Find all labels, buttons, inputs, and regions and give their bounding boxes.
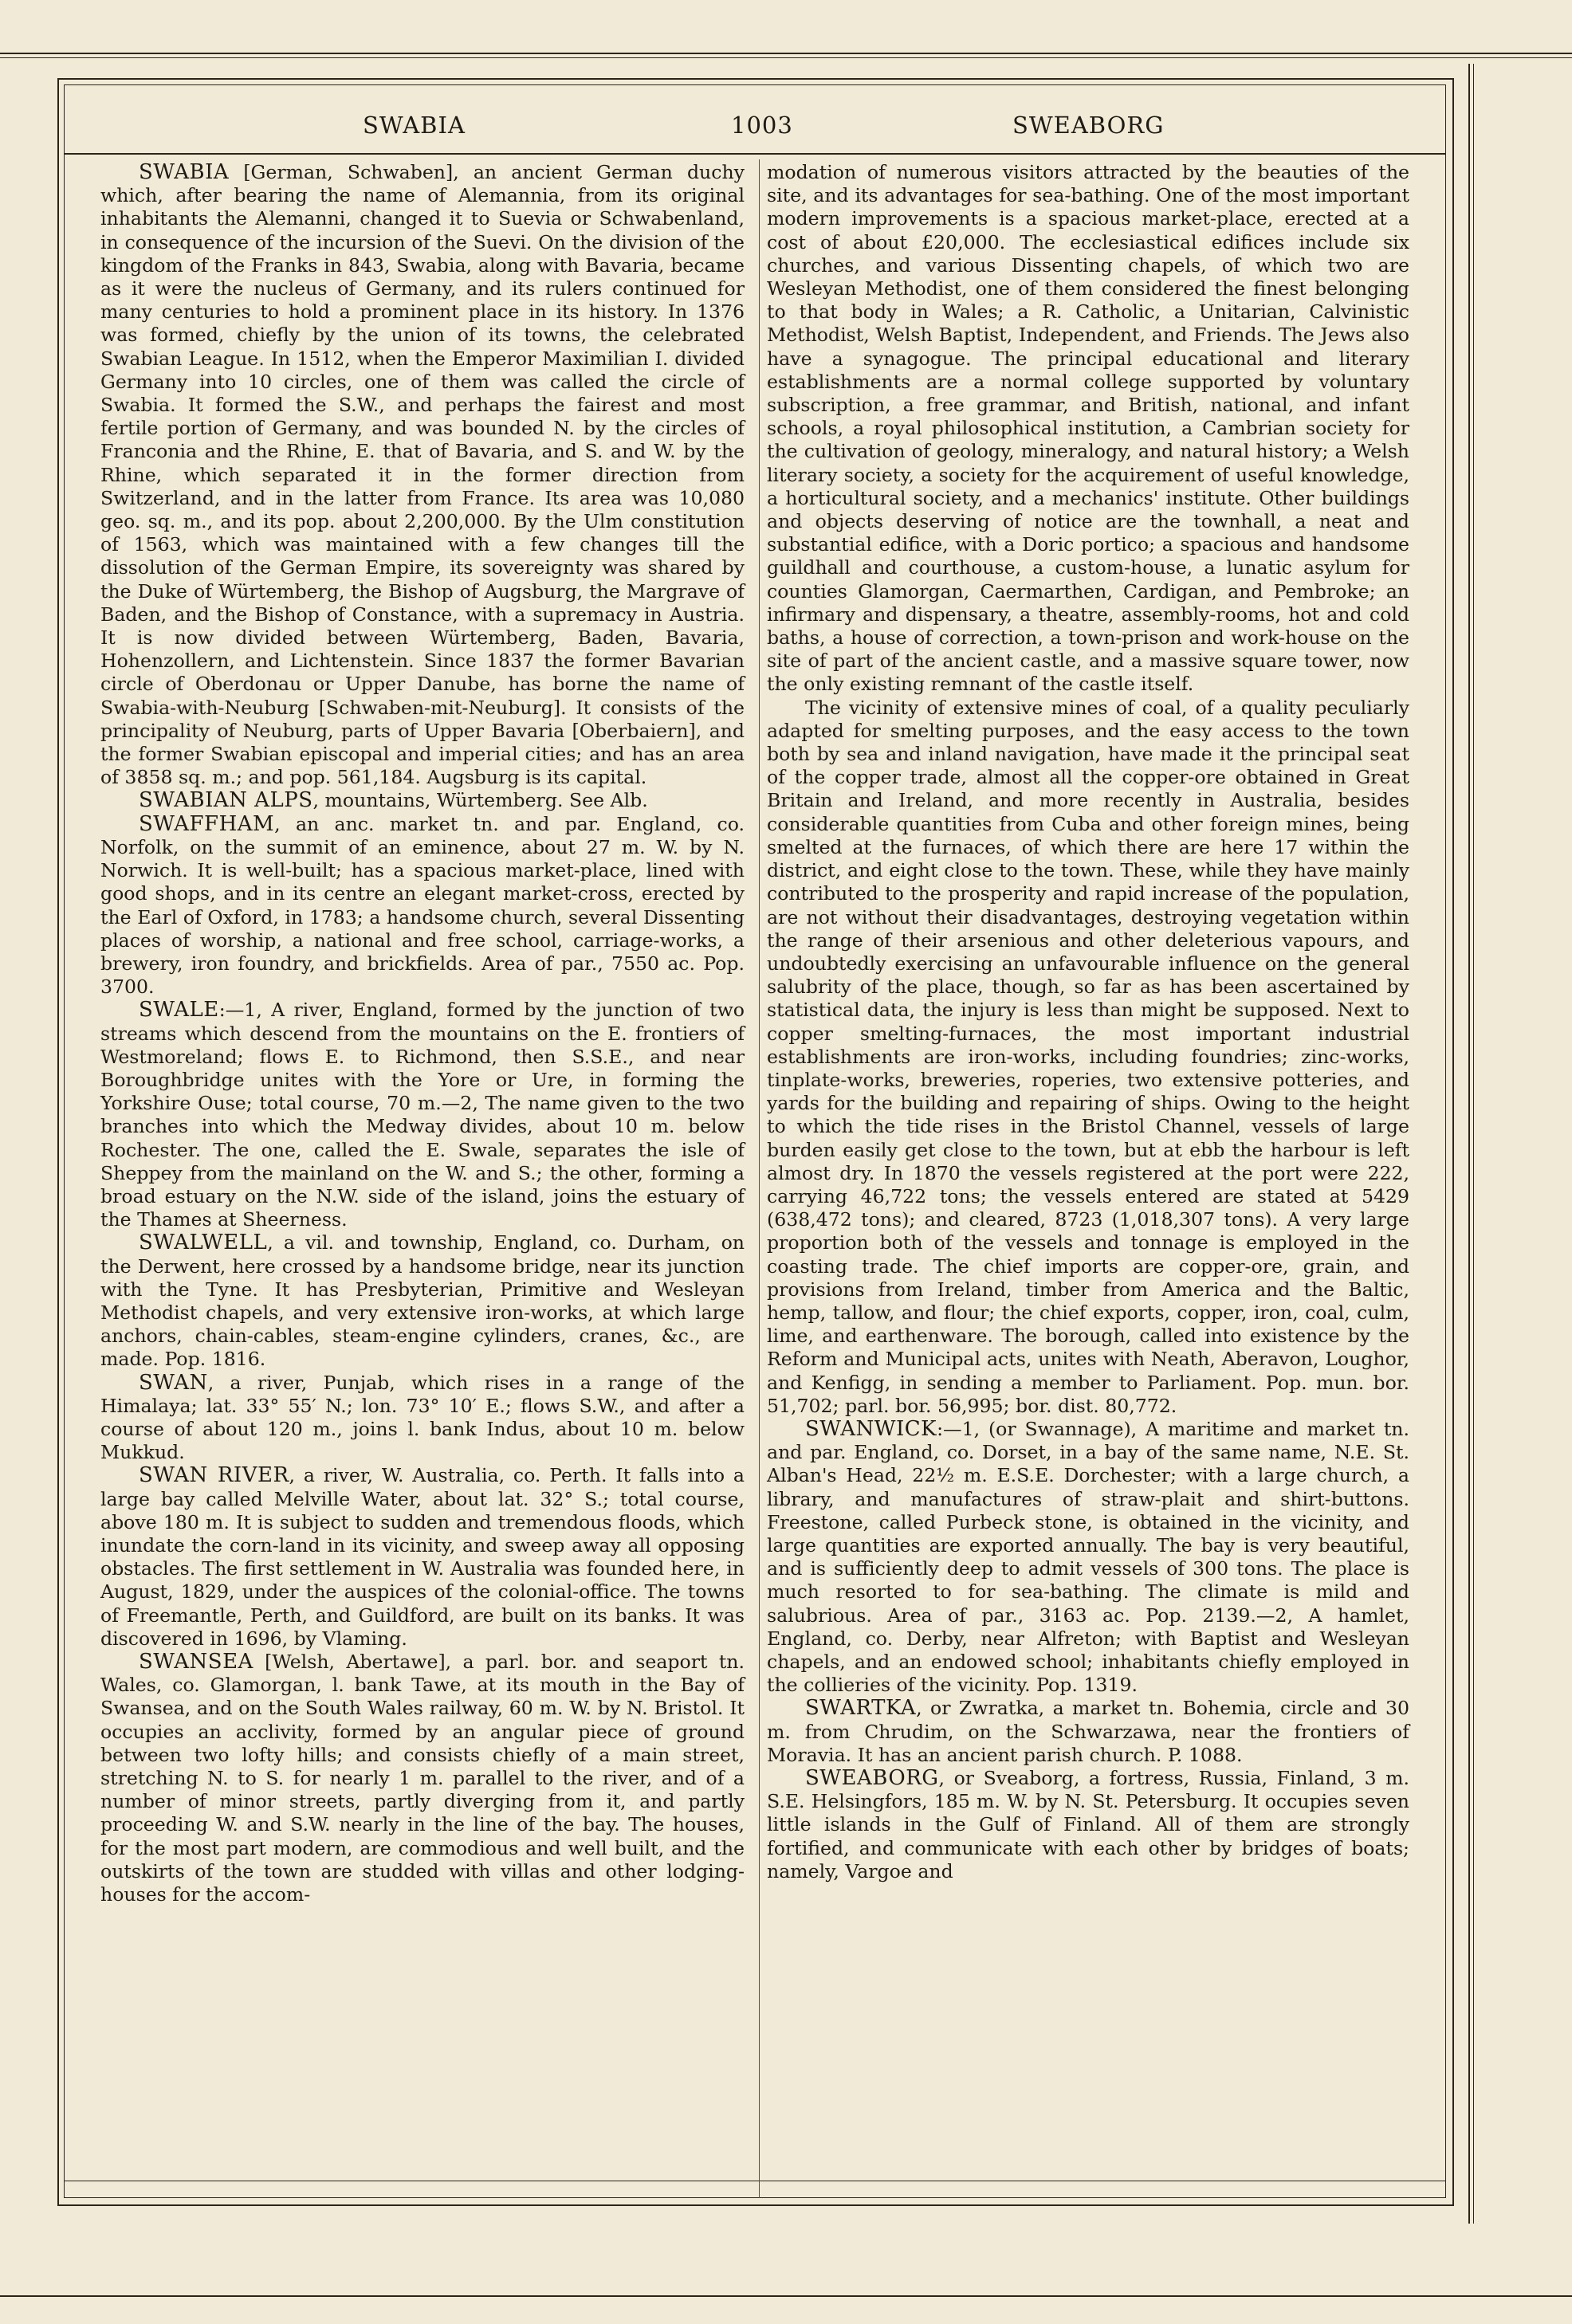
entry-text: [German, Schwaben], an ancient German duchy which, after bearing the name of Alemannia, from its original inhabitants the Alemanni, changed it to Suevia or Schwabenland, in consequence of the incursion of the Suevi. On the division of the kingdom of the Franks in 843, Swabia, along with Bavaria, became as it were the nucleus of Germany, and its rulers continued for many centuries to hold a prominent place in its history. In 1376 was formed, chiefly by the union of its towns, the celebrated Swabian League. In 1512, when the Emperor Maximilian I. divided Germany into 10 circles, one of them was called the circle of Swabia. It formed the S.W., and perhaps the fairest and most fertile portion of Germany, and was bounded N. by the circles of Franconia and the Rhine, E. that of Bavaria, and S. and W. by the Rhine, which separated it in the former direction from Switzerland, and in the latter from France. Its area was 10,080 geo. sq. m., and its pop. about 2,200,000. By the Ulm constitution of 1563, which was maintained with a few changes till the dissolution of the German Empire, its sovereignty was shared by the Duke of Würtemberg, the Bishop of Augsburg, the Margrave of Baden, and the Bishop of Constance, with a supremacy in Austria. It is now divided between Würtemberg, Baden, Bavaria, Hohenzollern, and Lichtenstein. Since 1837 the former Bavarian circle of Oberdonau or Upper Danube, has borne the name of Swabia-with-Neuburg [Schwaben-mit-Neuburg]. It consists of the principality of Neuburg, parts of Upper Bavaria [Oberbaiern], and the former Swabian episcopal and imperial cities; and has an area of 3858 sq. m.; and pop. 561,184. Augsburg is its capital.: [100, 161, 745, 789]
entry-text: , an anc. market tn. and par. England, co. Norfolk, on the summit of an eminence, about 27 m. W. by N. Norwich. It is well-built; has a spacious market-place, lined with good shops, and in its centre an elegant market-cross, erected by the Earl of Oxford, in 1783; a handsome church, several Dissenting places of worship, a national and free school, carriage-works, a brewery, iron foundry, and brickfields. Area of par., 7550 ac. Pop. 3700.: [100, 812, 745, 999]
headword: SWALE: [139, 998, 219, 1023]
headword: SWAFFHAM: [139, 811, 275, 836]
entry-swan-river: [100, 1464, 745, 1651]
headword: SWABIAN ALPS: [139, 788, 313, 813]
right-column: [767, 161, 1409, 1883]
page-number: 1003: [731, 112, 793, 139]
entry-swansea-continued: modation of numerous visitors attracted by the beauties of the site, and its advantages for sea-bathing. One of the most important modern improvements is a spacious market-place, erected at a cost of about £20,000. The ecclesiastical edifices include six churches, and various Dissenting chapels, of which two are Wesleyan Methodist, one of them considered the finest belonging to that body in Wales; a R. Catholic, a Unitarian, Calvinistic Methodist, Welsh Baptist, Independent, and Friends. The Jews also have a synagogue. The principal educational and literary establishments are a normal college supported by voluntary subscription, a free grammar, and British, national, and infant schools, a royal philosophical institution, a Cambrian society for the cultivation of geology, mineralogy, and natural history; a Welsh literary society, a society for the acquirement of useful knowledge, a horticultural society, and a mechanics' institute. Other buildings and objects deserving of notice are the townhall, a neat and substantial edifice, with a Doric portico; a spacious and handsome guildhall and courthouse, a custom-house, a lunatic asylum for counties Glamorgan, Caermarthen, Cardigan, and Pembroke; an infirmary and dispensary, a theatre, assembly-rooms, hot and cold baths, a house of correction, a town-prison and work-house on the site of part of the ancient castle, and a massive square tower, now the only existing remnant of the castle itself.: [767, 161, 1409, 696]
headword: SWARTKA: [805, 1696, 917, 1721]
entry-text: , mountains, Würtemberg. See Alb.: [312, 789, 648, 812]
entry-text: [Welsh, Abertawe], a parl. bor. and seaport tn. Wales, co. Glamorgan, l. bank Tawe, at its mouth in the Bay of Swansea, and on the South Wales railway, 60 m. W. by N. Bristol. It occupies an acclivity, formed by an angular piece of ground between two lofty hills; and consists chiefly of a main street, stretching N. to S. for nearly 1 m. parallel to the river, and of a number of minor streets, partly diverging from it, and partly proceeding W. and S.W. nearly in the line of the bay. The houses, for the most part modern, are commodious and well built, and the outskirts of the town are studded with villas and other lodging-houses for the accom-: [100, 1651, 745, 1906]
running-head-left: SWABIA: [363, 112, 466, 139]
headword: SWALWELL: [139, 1231, 268, 1255]
entry-text: , a vil. and township, England, co. Durham, on the Derwent, here crossed by a handsome bridge, near its junction with the Tyne. It has Presbyterian, Primitive and Wesleyan Methodist chapels, and very extensive iron-works, at which large anchors, chain-cables, steam-engine cylinders, cranes, &c., are made. Pop. 1816.: [100, 1231, 745, 1371]
headword: SWEABORG: [805, 1766, 939, 1791]
entry-swalwell: [100, 1231, 745, 1371]
entry-text: , or Sveaborg, a fortress, Russia, Finland, 3 m. S.E. Helsingfors, 185 m. W. by N. St. Petersburg. It occupies seven little islands in the Gulf of Finland. All of them are strongly fortified, and communicate with each other by bridges of boats; namely, Vargoe and: [767, 1767, 1409, 1882]
entry-swaffham: [100, 813, 745, 999]
entry-swan: [100, 1372, 745, 1465]
top-rule-thin: [0, 57, 1572, 58]
entry-text: , or Zwratka, a market tn. Bohemia, circle and 30 m. from Chrudim, on the Schwarzawa, near the frontiers of Moravia. It has an ancient parish church. P. 1088.: [767, 1697, 1409, 1766]
headword: SWAN RIVER: [139, 1463, 289, 1488]
bottom-rule: [0, 2295, 1572, 2297]
entry-swabian-alps: [100, 789, 745, 812]
entry-swale: [100, 999, 745, 1231]
headword: SWAN: [139, 1370, 208, 1395]
entry-sweaborg: [767, 1767, 1409, 1883]
entry-text: , a river, W. Australia, co. Perth. It falls into a large bay called Melville Water, about lat. 32° S.; total course, above 180 m. It is subject to sudden and tremendous floods, which inundate the corn-land in its vicinity, and sweep away all opposing obstacles. The first settlement in W. Australia was founded here, in August, 1829, under the auspices of the colonial-office. The towns of Freemantle, Perth, and Guildford, are built on its banks. It was discovered in 1696, by Vlaming.: [100, 1464, 745, 1650]
left-column: [100, 161, 745, 1906]
entry-swansea-vicinity: The vicinity of extensive mines of coal, of a quality peculiarly adapted for smelting purposes, and the easy access to the town both by sea and inland navigation, have made it the principal seat of the copper trade, almost all the copper-ore obtained in Great Britain and Ireland, and more recently in Australia, besides considerable quantities from Cuba and other foreign mines, being smelted at the furnaces, of which there are here 17 within the district, and eight close to the town. These, while they have mainly contributed to the prosperity and rapid increase of the population, are not without their disadvantages, destroying vegetation within the range of their arsenious and other deleterious vapours, and undoubtedly exercising an unfavourable influence on the general salubrity of the place, though, so far as has been ascertained by statistical data, the injury is less than might be supposed. Next to copper smelting-furnaces, the most important industrial establishments are iron-works, including foundries; zinc-works, tinplate-works, breweries, roperies, two extensive potteries, and yards for the building and repairing of ships. Owing to the height to which the tide rises in the Bristol Channel, vessels of large burden easily get close to the town, but at ebb the harbour is left almost dry. In 1870 the vessels registered at the port were 222, carrying 46,722 tons; the vessels entered are stated at 5429 (638,472 tons); and cleared, 8723 (1,018,307 tons). A very large proportion both of the vessels and tonnage is employed in the coasting trade. The chief imports are copper-ore, grain, and provisions from Ireland, timber from America and the Baltic, hemp, tallow, and flour; the chief exports, copper, iron, coal, culm, lime, and earthenware. The borough, called into existence by the Reform and Municipal acts, unites with Neath, Aberavon, Loughor, and Kenfigg, in sending a member to Parliament. Pop. mun. bor. 51,702; parl. bor. 56,995; bor. dist. 80,772.: [767, 696, 1409, 1417]
top-rule-thick: [0, 53, 1572, 54]
right-rule-thin: [1473, 64, 1474, 2224]
headword: SWABIA: [139, 160, 230, 184]
running-head-right: SWEABORG: [1012, 112, 1165, 139]
column-divider: [759, 159, 760, 2198]
entry-swartka: [767, 1697, 1409, 1767]
headword: SWANWICK: [805, 1416, 937, 1441]
right-rule: [1468, 64, 1470, 2224]
entry-text: , a river, Punjab, which rises in a range of the Himalaya; lat. 33° 55′ N.; lon. 73° 10′ E.; flows S.W., and after a course of about 120 m., joins l. bank Indus, about 10 m. below Mukkud.: [100, 1371, 745, 1464]
entry-swabia: [100, 161, 745, 789]
entry-swanwick: [767, 1418, 1409, 1697]
entry-text: :—1, (or Swannage), A maritime and market tn. and par. England, co. Dorset, in a bay of the same name, N.E. St. Alban's Head, 22½ m. E.S.E. Dorchester; with a large church, a library, and manufactures of straw-plait and shirt-buttons. Freestone, called Purbeck stone, is obtained in the vicinity, and large quantities are exported annually. The bay is very beautiful, and is sufficiently deep to admit vessels of 300 tons. The place is much resorted to for sea-bathing. The climate is mild and salubrious. Area of par., 3163 ac. Pop. 2139.—2, A hamlet, England, co. Derby, near Alfreton; with Baptist and Wesleyan chapels, and an endowed school; inhabitants chiefly employed in the collieries of the vicinity. Pop. 1319.: [767, 1417, 1409, 1697]
entry-text: :—1, A river, England, formed by the junction of two streams which descend from the mountains on the E. frontiers of Westmoreland; flows E. to Richmond, then S.S.E., and near Boroughbridge unites with the Yore or Ure, in forming the Yorkshire Ouse; total course, 70 m.—2, The name given to the two branches into which the Medway divides, about 10 m. below Rochester. The one, called the E. Swale, separates the isle of Sheppey from the mainland on the W. and S.; the other, forming a broad estuary on the N.W. side of the island, joins the estuary of the Thames at Sheerness.: [100, 999, 745, 1231]
entry-swansea: [100, 1651, 745, 1906]
headword: SWANSEA: [139, 1650, 253, 1674]
header-rule: [64, 153, 1446, 155]
